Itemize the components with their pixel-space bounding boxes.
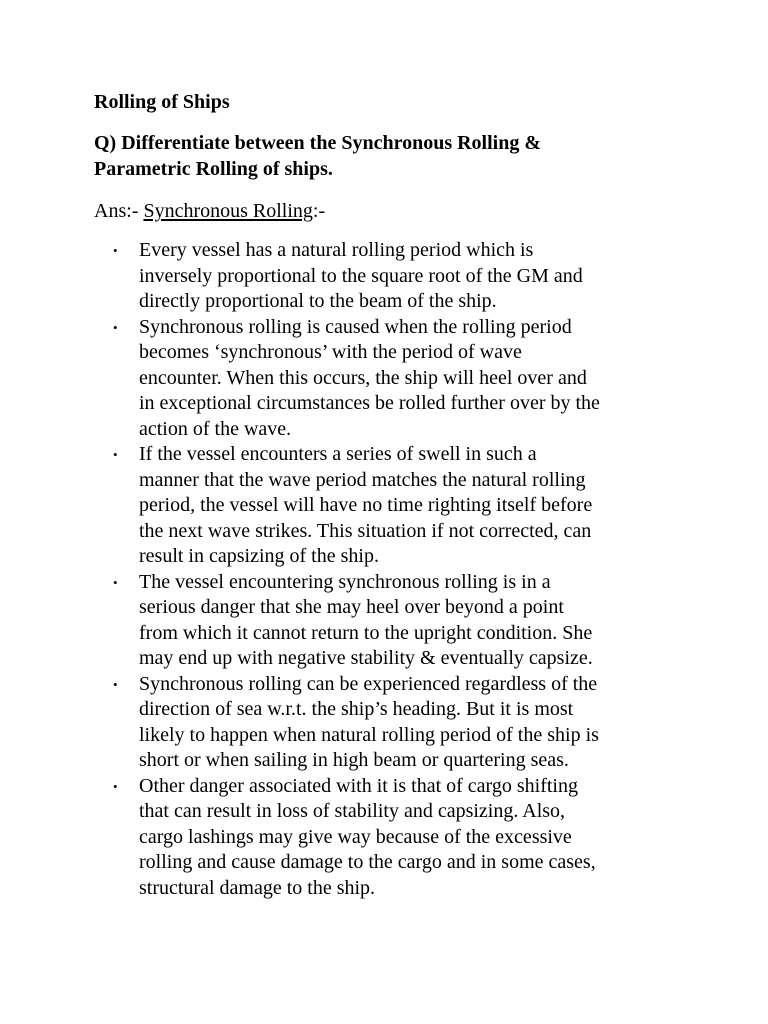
text-line: Synchronous rolling is caused when the rolling period — [139, 315, 572, 338]
list-item-text — [139, 672, 684, 774]
list-item — [0, 774, 768, 902]
bullet-list — [0, 238, 768, 901]
list-item — [0, 672, 768, 774]
text-line: Every vessel has a natural rolling period which is — [139, 239, 534, 261]
text-line: may end up with negative stability & eventually capsize. — [139, 647, 593, 669]
text-line: If the vessel encounters a series of swell in such a — [139, 443, 537, 465]
text-line: structural damage to the ship. — [139, 876, 376, 899]
text-line: period, the vessel will have no time righting itself before — [139, 494, 593, 516]
question-line: Q) Differentiate between the Synchronous Rolling & — [94, 132, 542, 154]
list-item — [0, 238, 768, 315]
text-line: rolling and cause damage to the cargo and in some cases, — [139, 851, 596, 873]
text-line: becomes ‘synchronous’ with the period of wave — [139, 341, 522, 363]
text-line: manner that the wave period matches the natural rolling — [139, 468, 586, 491]
bullet-icon: • — [113, 447, 118, 462]
text-line: from which it cannot return to the upright condition. She — [139, 621, 593, 644]
list-item-text — [139, 442, 684, 570]
text-line: the next wave strikes. This situation if not corrected, can — [139, 519, 592, 542]
text-line: Synchronous rolling can be experienced regardless of the — [139, 672, 598, 695]
list-item-text — [139, 238, 684, 315]
answer-prefix: Ans:- — [94, 200, 144, 222]
text-line: Other danger associated with it is that of cargo shifting — [139, 774, 578, 797]
document-title: Rolling of Ships — [94, 91, 230, 113]
bullet-icon: • — [113, 676, 118, 692]
text-line: in exceptional circumstances be rolled further over by the — [139, 392, 600, 414]
list-item — [0, 570, 768, 672]
text-line: inversely proportional to the square root of the GM and — [139, 264, 583, 287]
text-line: serious danger that she may heel over beyond a point — [139, 596, 564, 618]
answer-suffix: :- — [312, 200, 326, 222]
list-item — [0, 315, 768, 443]
list-item — [0, 442, 768, 570]
text-line: short or when sailing in high beam or quartering seas. — [139, 749, 569, 771]
text-line: likely to happen when natural rolling period of the ship is — [139, 723, 599, 746]
bullet-icon: • — [113, 319, 118, 335]
question-text — [94, 130, 654, 182]
bullet-icon: • — [113, 778, 118, 794]
answer-heading: Synchronous Rolling — [143, 200, 313, 222]
text-line: directly proportional to the beam of the ship. — [139, 290, 497, 312]
text-line: that can result in loss of stability and capsizing. Also, — [139, 800, 566, 822]
question-line: Parametric Rolling of ships. — [94, 158, 333, 180]
bullet-icon: • — [113, 574, 118, 590]
answer-line — [94, 198, 325, 224]
list-item-text — [139, 315, 684, 443]
text-line: direction of sea w.r.t. the ship’s heading. But it is most — [139, 698, 574, 720]
text-line: action of the wave. — [139, 417, 292, 440]
list-item-text — [139, 570, 684, 672]
text-line: result in capsizing of the ship. — [139, 545, 379, 567]
text-line: The vessel encountering synchronous rolling is in a — [139, 570, 551, 593]
list-item-text — [139, 774, 684, 902]
text-line: encounter. When this occurs, the ship will heel over and — [139, 366, 587, 389]
bullet-icon: • — [113, 243, 118, 258]
text-line: cargo lashings may give way because of the excessive — [139, 825, 572, 848]
